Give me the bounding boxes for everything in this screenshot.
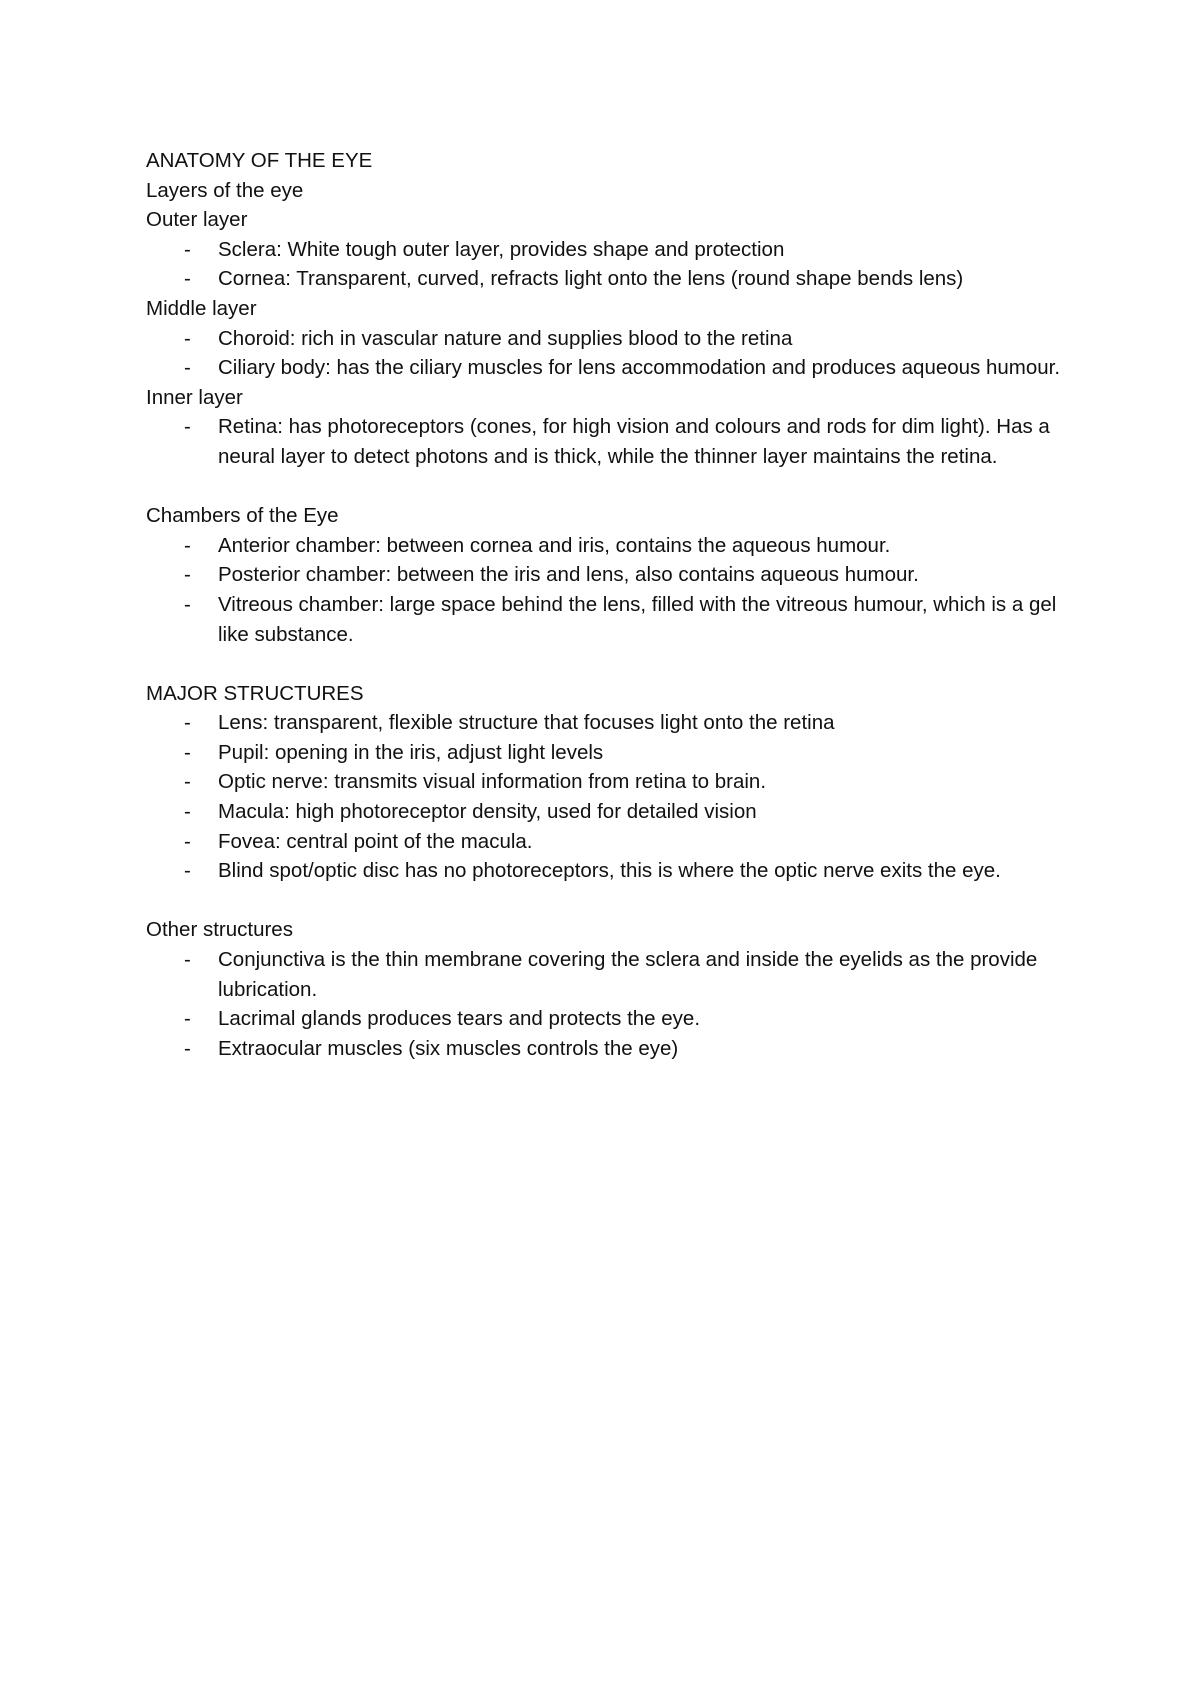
- list-item-text: Choroid: rich in vascular nature and supplies blood to the retina: [218, 326, 793, 350]
- layers-heading: Layers of the eye: [146, 178, 304, 202]
- other-structures-heading: Other structures: [146, 918, 293, 942]
- list-item: [146, 560, 1086, 590]
- list-item: [146, 353, 1086, 383]
- outer-layer-heading: Outer layer: [146, 208, 248, 232]
- dash-bullet: -: [184, 711, 191, 735]
- list-item-text: Extraocular muscles (six muscles controls the eye): [218, 1036, 679, 1060]
- dash-bullet: -: [184, 237, 191, 261]
- chambers-heading: Chambers of the Eye: [146, 504, 339, 528]
- list-item-text: Optic nerve: transmits visual information from retina to brain.: [218, 770, 767, 794]
- outer-layer-list: [146, 235, 1086, 294]
- dash-bullet: -: [184, 533, 191, 557]
- list-item: [146, 1004, 1086, 1034]
- chambers-list: [146, 531, 1086, 649]
- dash-bullet: -: [184, 948, 191, 972]
- list-item: [146, 856, 1086, 886]
- list-item-text: Pupil: opening in the iris, adjust light levels: [218, 740, 604, 764]
- dash-bullet: -: [184, 592, 191, 616]
- list-item-text: Ciliary body: has the ciliary muscles for lens accommodation and produces aqueous humour.: [218, 356, 1061, 380]
- list-item: [146, 945, 1086, 1004]
- dash-bullet: -: [184, 326, 191, 350]
- list-item-text: Fovea: central point of the macula.: [218, 829, 533, 853]
- dash-bullet: -: [184, 1036, 191, 1060]
- list-item: [146, 531, 1086, 561]
- list-item: [146, 324, 1086, 354]
- major-structures-list: [146, 708, 1086, 886]
- list-item: [146, 738, 1086, 768]
- inner-layer-list: [146, 412, 1086, 471]
- dash-bullet: -: [184, 770, 191, 794]
- list-item-text: Anterior chamber: between cornea and iris, contains the aqueous humour.: [218, 533, 891, 557]
- list-item: [146, 767, 1086, 797]
- middle-layer-heading: Middle layer: [146, 296, 257, 320]
- inner-layer-heading: Inner layer: [146, 385, 243, 409]
- dash-bullet: -: [184, 800, 191, 824]
- dash-bullet: -: [184, 415, 191, 439]
- major-structures-heading: MAJOR STRUCTURES: [146, 681, 364, 705]
- list-item: [146, 1034, 1086, 1064]
- list-item: [146, 708, 1086, 738]
- list-item-text: Posterior chamber: between the iris and lens, also contains aqueous humour.: [218, 563, 919, 587]
- list-item-text: Vitreous chamber: large space behind the lens, filled with the vitreous humour, which is a gel like substance.: [218, 592, 1057, 646]
- list-item: [146, 590, 1086, 649]
- dash-bullet: -: [184, 829, 191, 853]
- list-item-text: Blind spot/optic disc has no photoreceptors, this is where the optic nerve exits the eye.: [218, 859, 1001, 883]
- paragraph-gap: [146, 886, 1086, 916]
- dash-bullet: -: [184, 1007, 191, 1031]
- dash-bullet: -: [184, 356, 191, 380]
- list-item-text: Lens: transparent, flexible structure that focuses light onto the retina: [218, 711, 835, 735]
- list-item: [146, 797, 1086, 827]
- page-title: ANATOMY OF THE EYE: [146, 149, 373, 172]
- list-item-text: Macula: high photoreceptor density, used for detailed vision: [218, 800, 757, 824]
- document-page: [146, 146, 1086, 1063]
- list-item-text: Conjunctiva is the thin membrane covering the sclera and inside the eyelids as the provide lubrication.: [218, 948, 1038, 1001]
- list-item-text: Retina: has photoreceptors (cones, for high vision and colours and rods for dim light). Has a neural layer to detect photons and is thick, while the thinner layer maintains the retina.: [218, 415, 1050, 468]
- list-item: [146, 264, 1086, 294]
- other-structures-list: [146, 945, 1086, 1063]
- list-item: [146, 412, 1086, 471]
- dash-bullet: -: [184, 740, 191, 764]
- list-item-text: Lacrimal glands produces tears and protects the eye.: [218, 1007, 701, 1031]
- dash-bullet: -: [184, 267, 191, 291]
- paragraph-gap: [146, 472, 1086, 502]
- middle-layer-list: [146, 324, 1086, 383]
- dash-bullet: -: [184, 859, 191, 883]
- list-item: [146, 827, 1086, 857]
- list-item: [146, 235, 1086, 265]
- list-item-text: Sclera: White tough outer layer, provides shape and protection: [218, 237, 785, 261]
- dash-bullet: -: [184, 563, 191, 587]
- list-item-text: Cornea: Transparent, curved, refracts light onto the lens (round shape bends lens): [218, 267, 964, 291]
- paragraph-gap: [146, 649, 1086, 679]
